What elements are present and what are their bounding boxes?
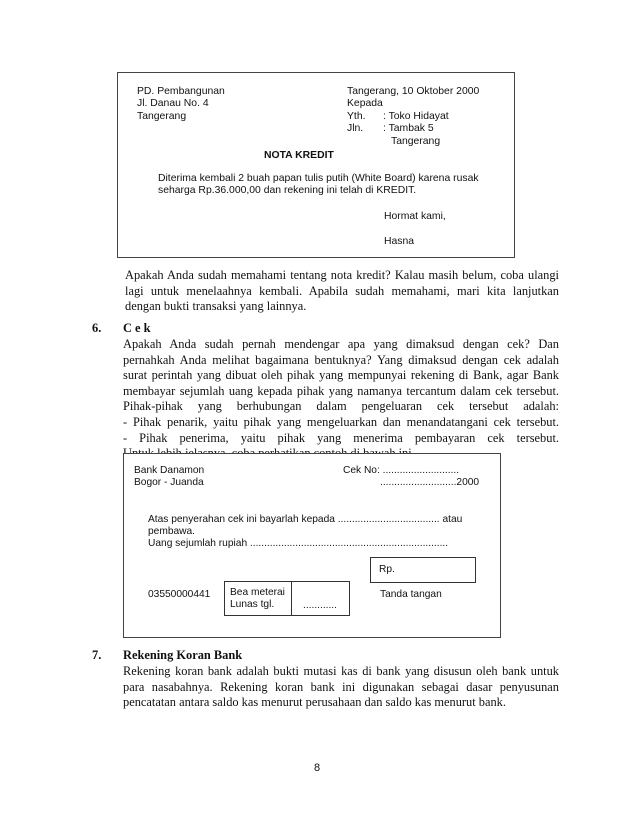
cek-bank xyxy=(134,465,204,489)
section-6-title: C e k xyxy=(123,321,151,335)
bank-branch: Bogor - Juanda xyxy=(134,477,204,488)
page-number: 8 xyxy=(314,762,321,774)
yth-label: Yth. xyxy=(347,110,366,122)
nota-closing: Hormat kami, xyxy=(384,211,446,222)
intro-line-1: Apakah Anda sudah memahami tentang nota kredit? Kalau masih belum, coba ulangi xyxy=(125,268,559,282)
rp-label: Rp. xyxy=(379,564,395,575)
section-6-line-4: membayar sejumlah uang kepada pihak yang namanya tercantum dalam cek tersebut. xyxy=(123,383,559,398)
section-7-line-2: para nasabahnya. Rekening koran bank ini digunakan sebagai dasar penyusunan xyxy=(123,679,559,694)
recipient-city: Tangerang xyxy=(391,135,441,147)
yth-value: : Toko Hidayat xyxy=(383,110,449,122)
section-6-line-1: Apakah Anda sudah pernah mendengar apa yang dimaksud dengan cek? Dan xyxy=(123,337,559,351)
cek-payment-text xyxy=(148,514,462,550)
nota-signature: Hasna xyxy=(384,236,415,247)
nota-body-line-1: Diterima kembali 2 buah papan tulis putih (White Board) karena rusak xyxy=(158,173,479,184)
section-6-body xyxy=(123,337,559,462)
pay-line-3: Uang sejumlah rupiah ...................................................................... xyxy=(148,538,449,549)
section-6-number: 6. xyxy=(92,321,102,335)
section-7-title: Rekening Koran Bank xyxy=(123,648,243,662)
section-7-number: 7. xyxy=(92,648,102,662)
section-7-line-1: Rekening koran bank adalah bukti mutasi kas di bank yang disusun oleh bank untuk xyxy=(123,664,559,678)
section-6-line-2: pernahkah Anda melihat bagaimana bentuknya? Yang dimaksud dengan cek adalah xyxy=(123,352,559,367)
jln-label: Jln. xyxy=(347,123,364,135)
nota-date: Tangerang, 10 Oktober 2000 xyxy=(347,86,480,97)
recipient-block xyxy=(347,86,479,148)
account-number: 03550000441 xyxy=(148,589,211,600)
cek-figure xyxy=(123,453,501,638)
pay-line-1: Atas penyerahan cek ini bayarlah kepada .................................... atau xyxy=(148,514,463,525)
cek-date-line: ...........................2000 xyxy=(380,477,480,488)
intro-paragraph xyxy=(125,268,559,315)
meterai-label: Bea meterai xyxy=(230,587,285,598)
section-6-line-3: surat perintah yang dibuat oleh pihak yang mempunyai rekening di Bank, agar Bank xyxy=(123,368,559,383)
section-6-line-5: Pihak-pihak yang berhubungan dalam pengeluaran cek tersebut adalah: xyxy=(123,399,559,414)
section-7-line-3: pencatatan antara saldo kas menurut perusahaan dan saldo kas menurut bank. xyxy=(123,695,506,710)
jln-row xyxy=(347,123,479,135)
signature-label: Tanda tangan xyxy=(380,589,442,600)
jln-value: : Tambak 5 xyxy=(383,123,434,135)
nota-body xyxy=(158,173,479,198)
yth-row xyxy=(347,111,479,123)
sender-city: Tangerang xyxy=(137,110,187,122)
sender-street: Jl. Danau No. 4 xyxy=(137,98,209,110)
nota-title: NOTA KREDIT xyxy=(264,150,334,161)
pay-line-2: pembawa. xyxy=(148,526,196,537)
meterai-divider xyxy=(291,582,292,615)
lunas-label: Lunas tgl. xyxy=(230,599,275,610)
intro-line-3: dengan bukti transaksi yang lainnya. xyxy=(125,299,307,314)
sender-name: PD. Pembangunan xyxy=(137,86,225,97)
section-7-body xyxy=(123,664,559,711)
meterai-box xyxy=(224,581,350,616)
sender-address xyxy=(137,86,225,123)
section-6-line-6: - Pihak penarik, yaitu pihak yang mengeluarkan dan menandatangani cek tersebut. xyxy=(123,414,559,429)
bank-name: Bank Danamon xyxy=(134,465,205,476)
kepada-label: Kepada xyxy=(347,98,383,110)
section-6-line-7: - Pihak penerima, yaitu pihak yang menerima pembayaran cek tersebut. xyxy=(123,430,559,445)
cek-number: Cek No: ........................... xyxy=(343,465,460,476)
lunas-dots: ............ xyxy=(303,600,337,611)
nota-body-line-2: seharga Rp.36.000,00 dan rekening ini telah di KREDIT. xyxy=(158,185,417,197)
intro-line-2: lagi untuk menelaahnya kembali. Apabila sudah memahami, mari kita lanjutkan xyxy=(125,283,559,298)
rp-box xyxy=(370,557,476,583)
nota-kredit-figure xyxy=(117,72,515,258)
